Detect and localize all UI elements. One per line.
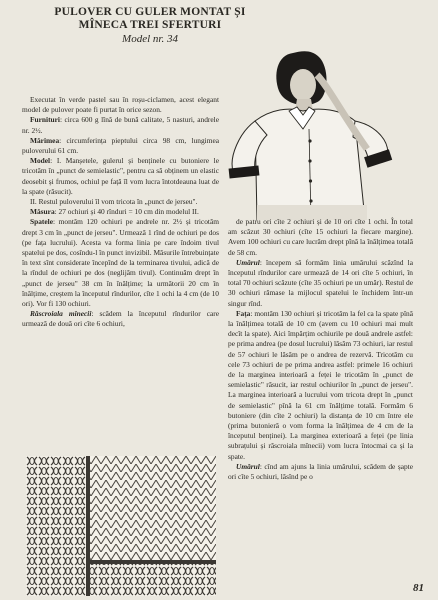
left-column <box>22 95 219 445</box>
model-text: : I. Manșetele, gulerul și benținele cu butoniere le tricotăm în „punct de semielastic", pentru ca să obținem un elastic deosebit și frumos, ochiul pe față îl vom lucra întotdeauna luat de la spate (răsucit). <box>22 156 219 196</box>
stitch-pattern-illustration <box>26 456 216 596</box>
umarul-paragraph <box>228 258 413 309</box>
fata-label: Fața <box>236 308 251 318</box>
rascroiala-paragraph <box>22 309 219 329</box>
model-paragraph-2: II. Restul puloverului îl vom tricota în „punct de jerseu". <box>30 197 198 207</box>
furnituri-paragraph <box>22 115 219 135</box>
rascroiala-label: Răscroiala mînecii <box>30 309 92 319</box>
furnituri-label: Furnituri <box>30 115 60 125</box>
spatele-label: Spatele <box>30 217 53 227</box>
page-title <box>0 6 300 31</box>
umarul2-label: Umărul <box>236 461 260 471</box>
fata-text: : montăm 130 ochiuri și tricotăm la fel ca la spate pînă la înălțimea totală de 10 cm (avem cu 10 ochiuri mai mult decît la spate). Aici împărțim ochiurile pe două andrele astfel: pe prima andrea (pe dosul lucrului) lăsăm 73 ochiuri, iar restul de 57 ochiuri le lăsăm pe o andrea de rezervă. Tricotăm cu cele 73 ochiuri de pe prima andrea astfel: primele 16 ochiuri de la marginea interioară a feței le tricotăm în „punct de semielastic" răsucit, iar restul ochiurilor în „punct de jerseu". La marginea interioară a lucrului vom tricota drept în „punct de semielastic" pînă la 61 cm înălțime totală. Formăm 6 butoniere (din cîte 2 ochiuri) la distanța de 10 cm între ele (prima butonieră o vom forma la înălțimea de 4 cm de la începutul benținei). La marginea exterioară a feței (pe linia subrațului și răscroiala mînecii) vom lucra întocmai ca și la spate. <box>228 308 413 461</box>
umarul-label: Umărul <box>236 257 260 267</box>
title-line-1: PULOVER CU GULER MONTAT ȘI <box>54 6 246 18</box>
fata-paragraph <box>228 309 413 462</box>
right-column <box>228 217 413 597</box>
intro-paragraph: Executat în verde pastel sau în roșu-ciclamen, acest elegant model de pulover poate fi purtat în orice sezon. <box>22 95 219 115</box>
masura-label: Măsura <box>30 207 55 217</box>
spatele-text: : montăm 120 ochiuri pe andrele nr. 2½ și tricotăm drept 3 cm în „punct de jerseu". Urmează 1 rînd de ochiuri pe dos (pe fața lucrului). Acesta va forma linia pe care îndoim tivul spatelui pe dos, cosîndu-l în punct invizibil. Măsurile întrebuințate în text sînt considerate începînd de la terminarea tivului, adică de la rîndul de ochiuri pe dos (neglijăm tivul). Continuăm drept în „punct de jerseu" 38 cm în înălțime; la următorii 20 cm în înălțime, creștem la începutul rîndurilor, cîte 1 ochi la 4 cm (de 10 ori). Vor fi 130 ochiuri. <box>22 217 219 309</box>
masura-text: : 27 ochiuri și 40 rînduri = 10 cm din modelul II. <box>54 207 199 217</box>
model-illustration <box>215 45 425 220</box>
marimea-label: Mărimea <box>30 135 60 145</box>
umarul-text: : începem să formăm linia umărului scăzînd la începutul rîndurilor care urmează de 14 ori cîte 5 ochiuri, în total 70 ochiuri scăzute (cîte 35 ochiuri pe un umăr). Restul de 30 ochiuri rămase la mijlocul spatelui le închidem într-un singur rînd. <box>228 257 413 308</box>
furnituri-text: : circa 600 g lînă de bună calitate, 5 nasturi, andrele nr. 2½. <box>22 115 219 135</box>
umarul2-paragraph <box>228 462 413 482</box>
spatele-paragraph <box>22 217 219 309</box>
model-label: Model <box>30 156 51 166</box>
model-paragraph <box>22 156 219 197</box>
model-number: Model nr. 34 <box>122 33 178 45</box>
continuation-paragraph: de patru ori cîte 2 ochiuri și de 10 ori cîte 1 ochi. În total am scăzut 30 ochiuri (cîte 15 ochiuri la fiecare margine). Avem 100 ochiuri cu care lucrăm drept pînă la înălțimea totală de 58 cm. <box>228 217 413 257</box>
masura-paragraph <box>22 207 219 217</box>
title-line-2: MÎNECA TREI SFERTURI <box>78 18 222 31</box>
page-number: 81 <box>413 582 424 594</box>
marimea-text: : circumferința pieptului circa 98 cm, lungimea puloverului 61 cm. <box>22 135 219 156</box>
marimea-paragraph <box>22 136 219 156</box>
rascroiala-text: : scădem la începutul rîndurilor care urmează de două ori cîte 6 ochiuri, <box>22 309 219 329</box>
umarul2-text: : cînd am ajuns la linia umărului, scădem de șapte ori cîte 5 ochiuri, lăsînd pe o <box>228 461 413 482</box>
